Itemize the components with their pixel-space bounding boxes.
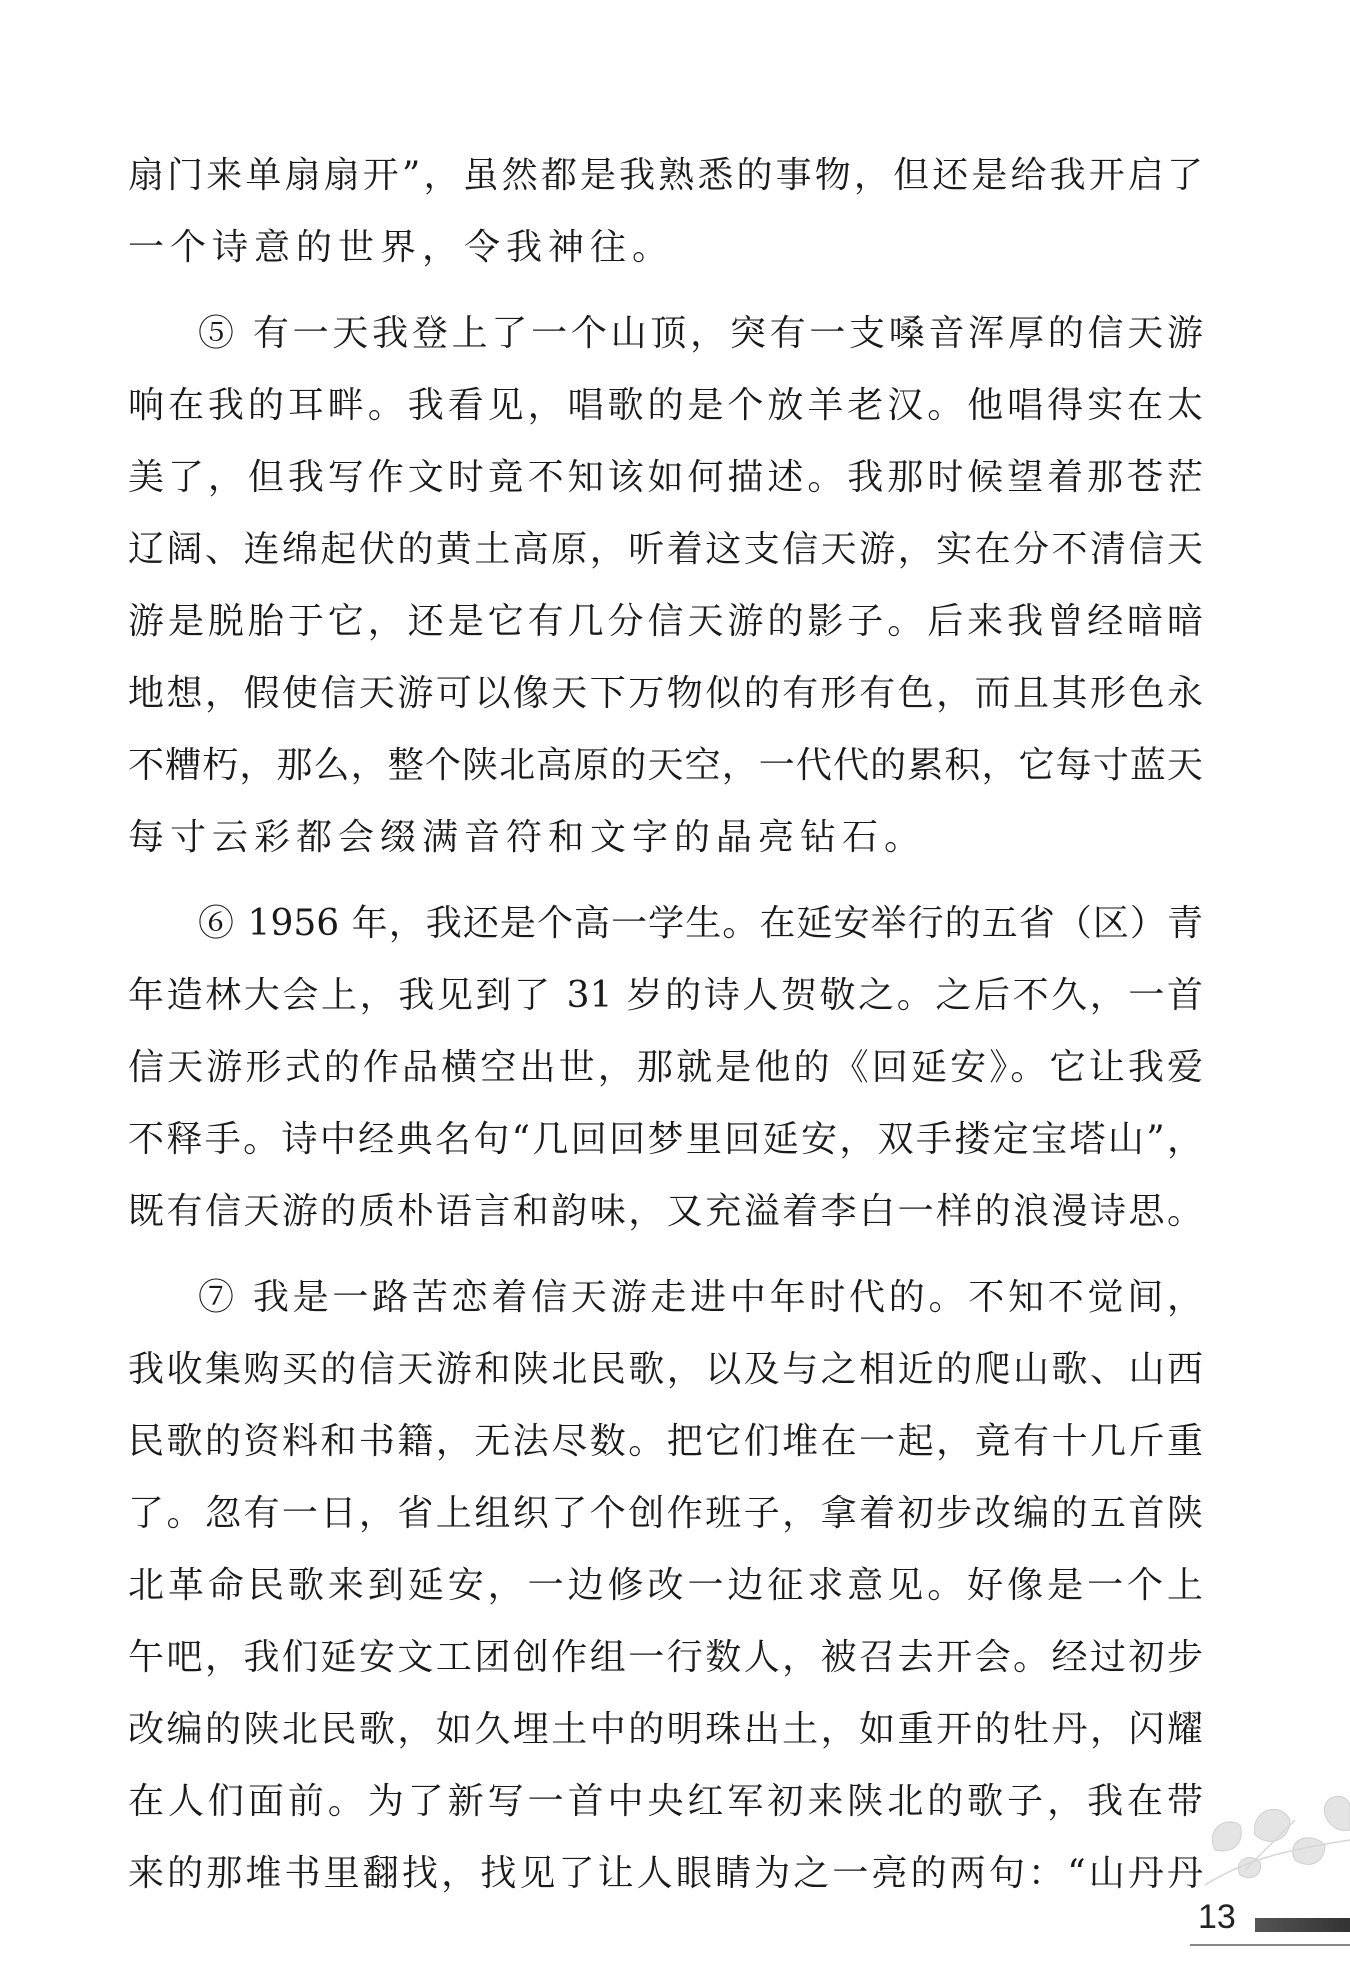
text-line: 我收集购买的信天游和陕北民歌，以及与之相近的爬山歌、山西 (128, 1349, 1203, 1390)
text-line: 在人们面前。为了新写一首中央红军初来陕北的歌子，我在带 (128, 1781, 1203, 1822)
text-line: 来的那堆书里翻找，找见了让人眼睛为之一亮的两句：“山丹丹 (128, 1853, 1203, 1894)
page-number: 13 (1198, 1898, 1236, 1936)
text-line: 民歌的资料和书籍，无法尽数。把它们堆在一起，竟有十几斤重 (128, 1421, 1203, 1462)
leaf-decoration-icon (1185, 1790, 1350, 1890)
text-line: 年造林大会上，我见到了 31 岁的诗人贺敬之。之后不久，一首 (128, 975, 1203, 1016)
text-line: 辽阔、连绵起伏的黄土高原，听着这支信天游，实在分不清信天 (128, 529, 1203, 570)
text-line: 不糟朽，那么，整个陕北高原的天空，一代代的累积，它每寸蓝天 (128, 745, 1203, 786)
text-line: 一个诗意的世界，令我神往。 (128, 227, 675, 268)
text-line: 改编的陕北民歌，如久埋土中的明珠出土，如重开的牡丹，闪耀 (128, 1709, 1203, 1750)
paragraph-7-start: ⑦ 我是一路苦恋着信天游走进中年时代的。不知不觉间， (198, 1277, 1203, 1318)
text-line: 地想，假使信天游可以像天下万物似的有形有色，而且其形色永 (128, 673, 1203, 714)
text-line: 每寸云彩都会缀满音符和文字的晶亮钻石。 (128, 817, 927, 858)
paragraph-5-start: ⑤ 有一天我登上了一个山顶，突有一支嗓音浑厚的信天游 (198, 313, 1203, 354)
text-line: 北革命民歌来到延安，一边修改一边征求意见。好像是一个上 (128, 1565, 1203, 1606)
text-line: 游是脱胎于它，还是它有几分信天游的影子。后来我曾经暗暗 (128, 601, 1203, 642)
text-line: 扇门来单扇扇开”，虽然都是我熟悉的事物，但还是给我开启了 (128, 155, 1203, 196)
text-line: 美了，但我写作文时竟不知该如何描述。我那时候望着那苍茫 (128, 457, 1203, 498)
text-line: 不释手。诗中经典名句“几回回梦里回延安，双手搂定宝塔山”， (128, 1119, 1203, 1160)
text-line: 午吧，我们延安文工团创作组一行数人，被召去开会。经过初步 (128, 1637, 1203, 1678)
text-line: 响在我的耳畔。我看见，唱歌的是个放羊老汉。他唱得实在太 (128, 385, 1203, 426)
page-number-bar (1255, 1918, 1350, 1932)
text-line: 了。忽有一日，省上组织了个创作班子，拿着初步改编的五首陕 (128, 1493, 1203, 1534)
text-line: 既有信天游的质朴语言和韵味，又充溢着李白一样的浪漫诗思。 (128, 1191, 1203, 1232)
page-body (128, 140, 1203, 1910)
paragraph-6-start: ⑥ 1956 年，我还是个高一学生。在延安举行的五省（区）青 (198, 903, 1203, 944)
page-number-underline (1190, 1944, 1350, 1946)
text-line: 信天游形式的作品横空出世，那就是他的《回延安》。它让我爱 (128, 1047, 1203, 1088)
